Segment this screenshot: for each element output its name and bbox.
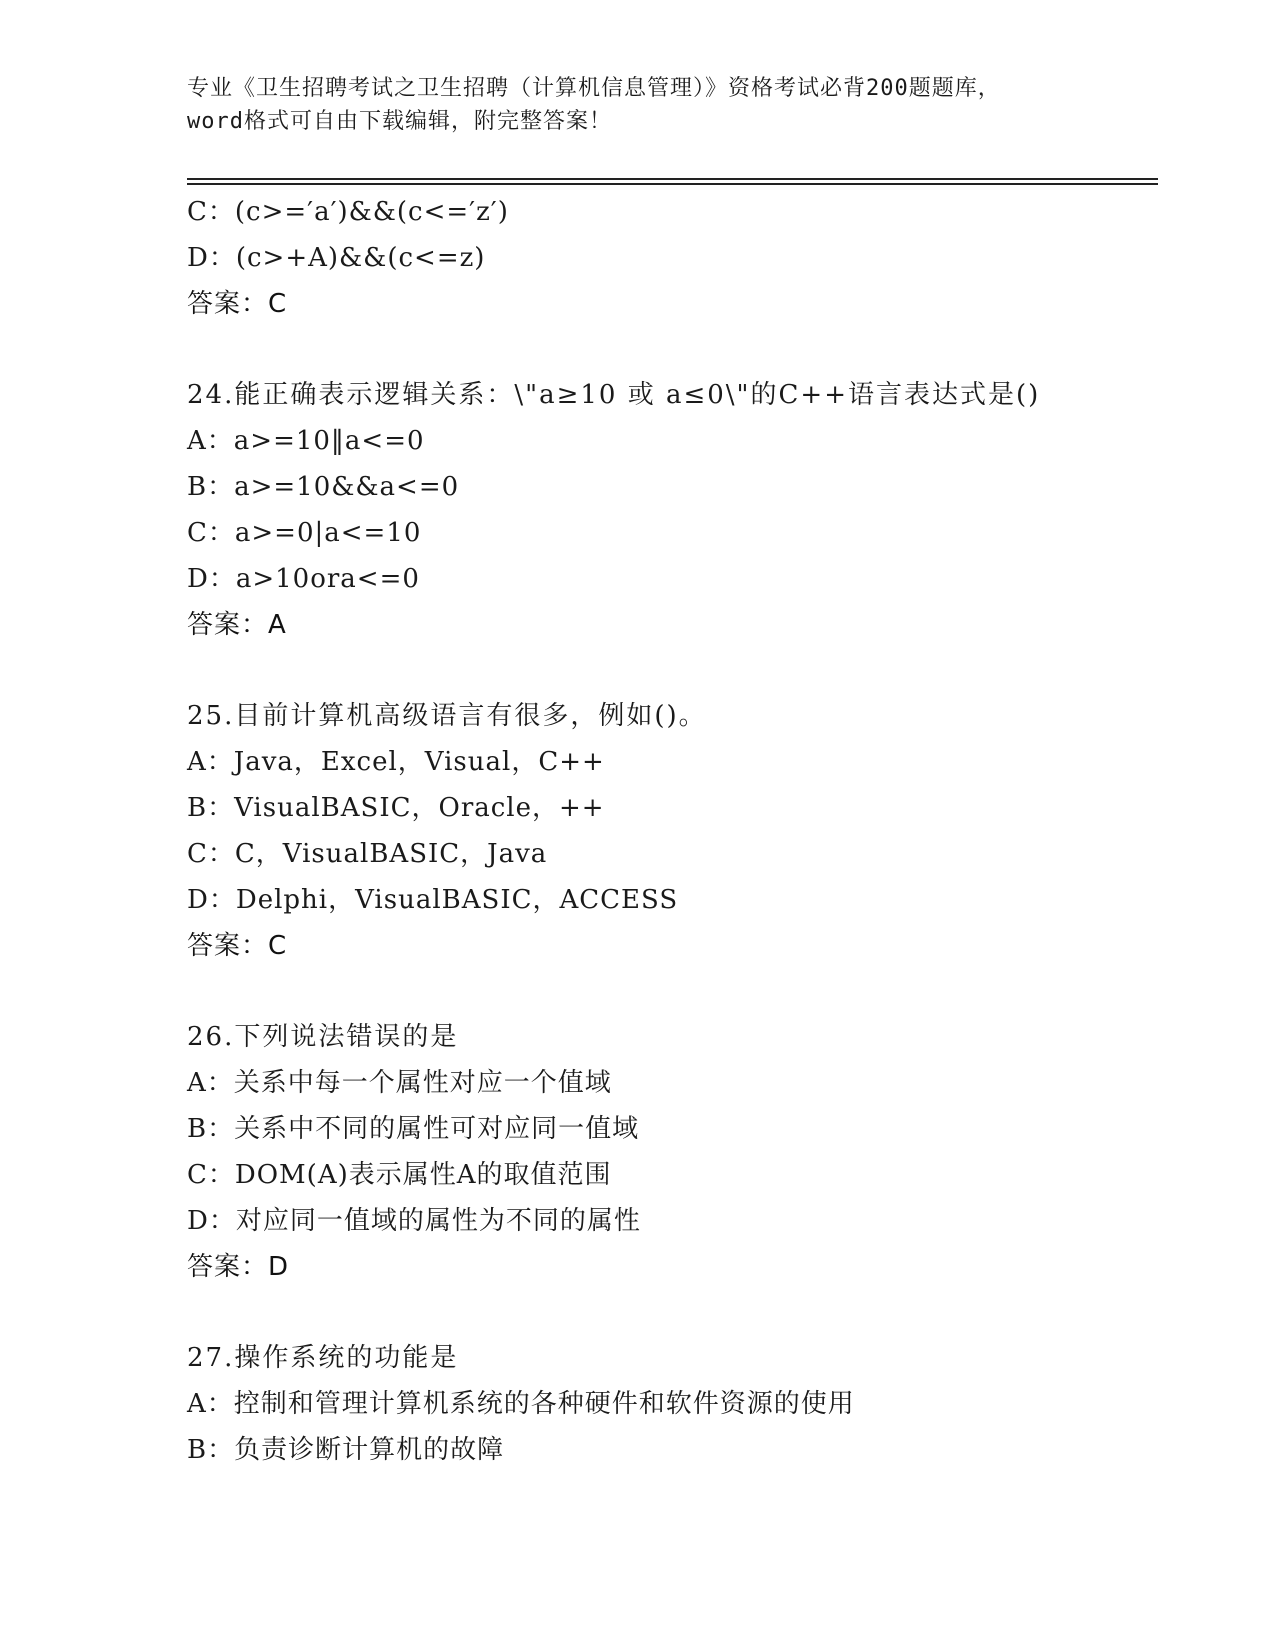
- answer-text: 答案：D: [187, 1252, 290, 1282]
- option-c: C：a>=0|a<=10: [187, 518, 422, 548]
- answer-text: 答案：A: [187, 610, 287, 640]
- question-23-block: [187, 189, 1167, 327]
- question-text: 24.能正确表示逻辑关系：\"a≥10 或 a≤0\"的C++语言表达式是(): [187, 380, 1041, 410]
- option-d: D：对应同一值域的属性为不同的属性: [187, 1206, 641, 1236]
- option-a: A：关系中每一个属性对应一个值域: [187, 1068, 612, 1098]
- option-b: B：关系中不同的属性可对应同一值域: [187, 1114, 640, 1144]
- header-divider-bottom: [187, 183, 1158, 185]
- option-d: D：(c>+A)&&(c<=z): [187, 243, 486, 273]
- option-d: D：a>10ora<=0: [187, 564, 420, 594]
- question-25-block: [187, 693, 1167, 969]
- question-26-block: [187, 1014, 1167, 1290]
- header-title-line2: word格式可自由下载编辑，附完整答案！: [187, 109, 612, 134]
- option-d: D：Delphi，VisualBASIC，ACCESS: [187, 885, 679, 915]
- option-a: A：a>=10‖a<=0: [187, 426, 425, 456]
- question-27-block: [187, 1335, 1167, 1473]
- question-24-block: [187, 372, 1167, 648]
- option-a: A：Java，Excel，Visual，C++: [187, 747, 605, 777]
- question-text: 27.操作系统的功能是: [187, 1343, 459, 1373]
- header-title-line1: 专业《卫生招聘考试之卫生招聘（计算机信息管理）》资格考试必背200题题库，: [187, 76, 1001, 101]
- option-b: B：VisualBASIC，Oracle，++: [187, 793, 605, 823]
- option-a: A：控制和管理计算机系统的各种硬件和软件资源的使用: [187, 1389, 855, 1419]
- option-c: C：DOM(A)表示属性A的取值范围: [187, 1160, 612, 1190]
- question-list: [187, 189, 1167, 1473]
- option-c: C：C，VisualBASIC，Java: [187, 839, 548, 869]
- question-text: 26.下列说法错误的是: [187, 1022, 459, 1052]
- option-b: B：负责诊断计算机的故障: [187, 1435, 505, 1465]
- document-header: [187, 72, 1087, 138]
- answer-text: 答案：C: [187, 931, 288, 961]
- option-c: C：(c>=′a′)&&(c<=′z′): [187, 197, 509, 227]
- option-b: B：a>=10&&a<=0: [187, 472, 460, 502]
- answer-text: 答案：C: [187, 289, 288, 319]
- question-text: 25.目前计算机高级语言有很多，例如()。: [187, 701, 707, 731]
- header-divider-top: [187, 178, 1158, 180]
